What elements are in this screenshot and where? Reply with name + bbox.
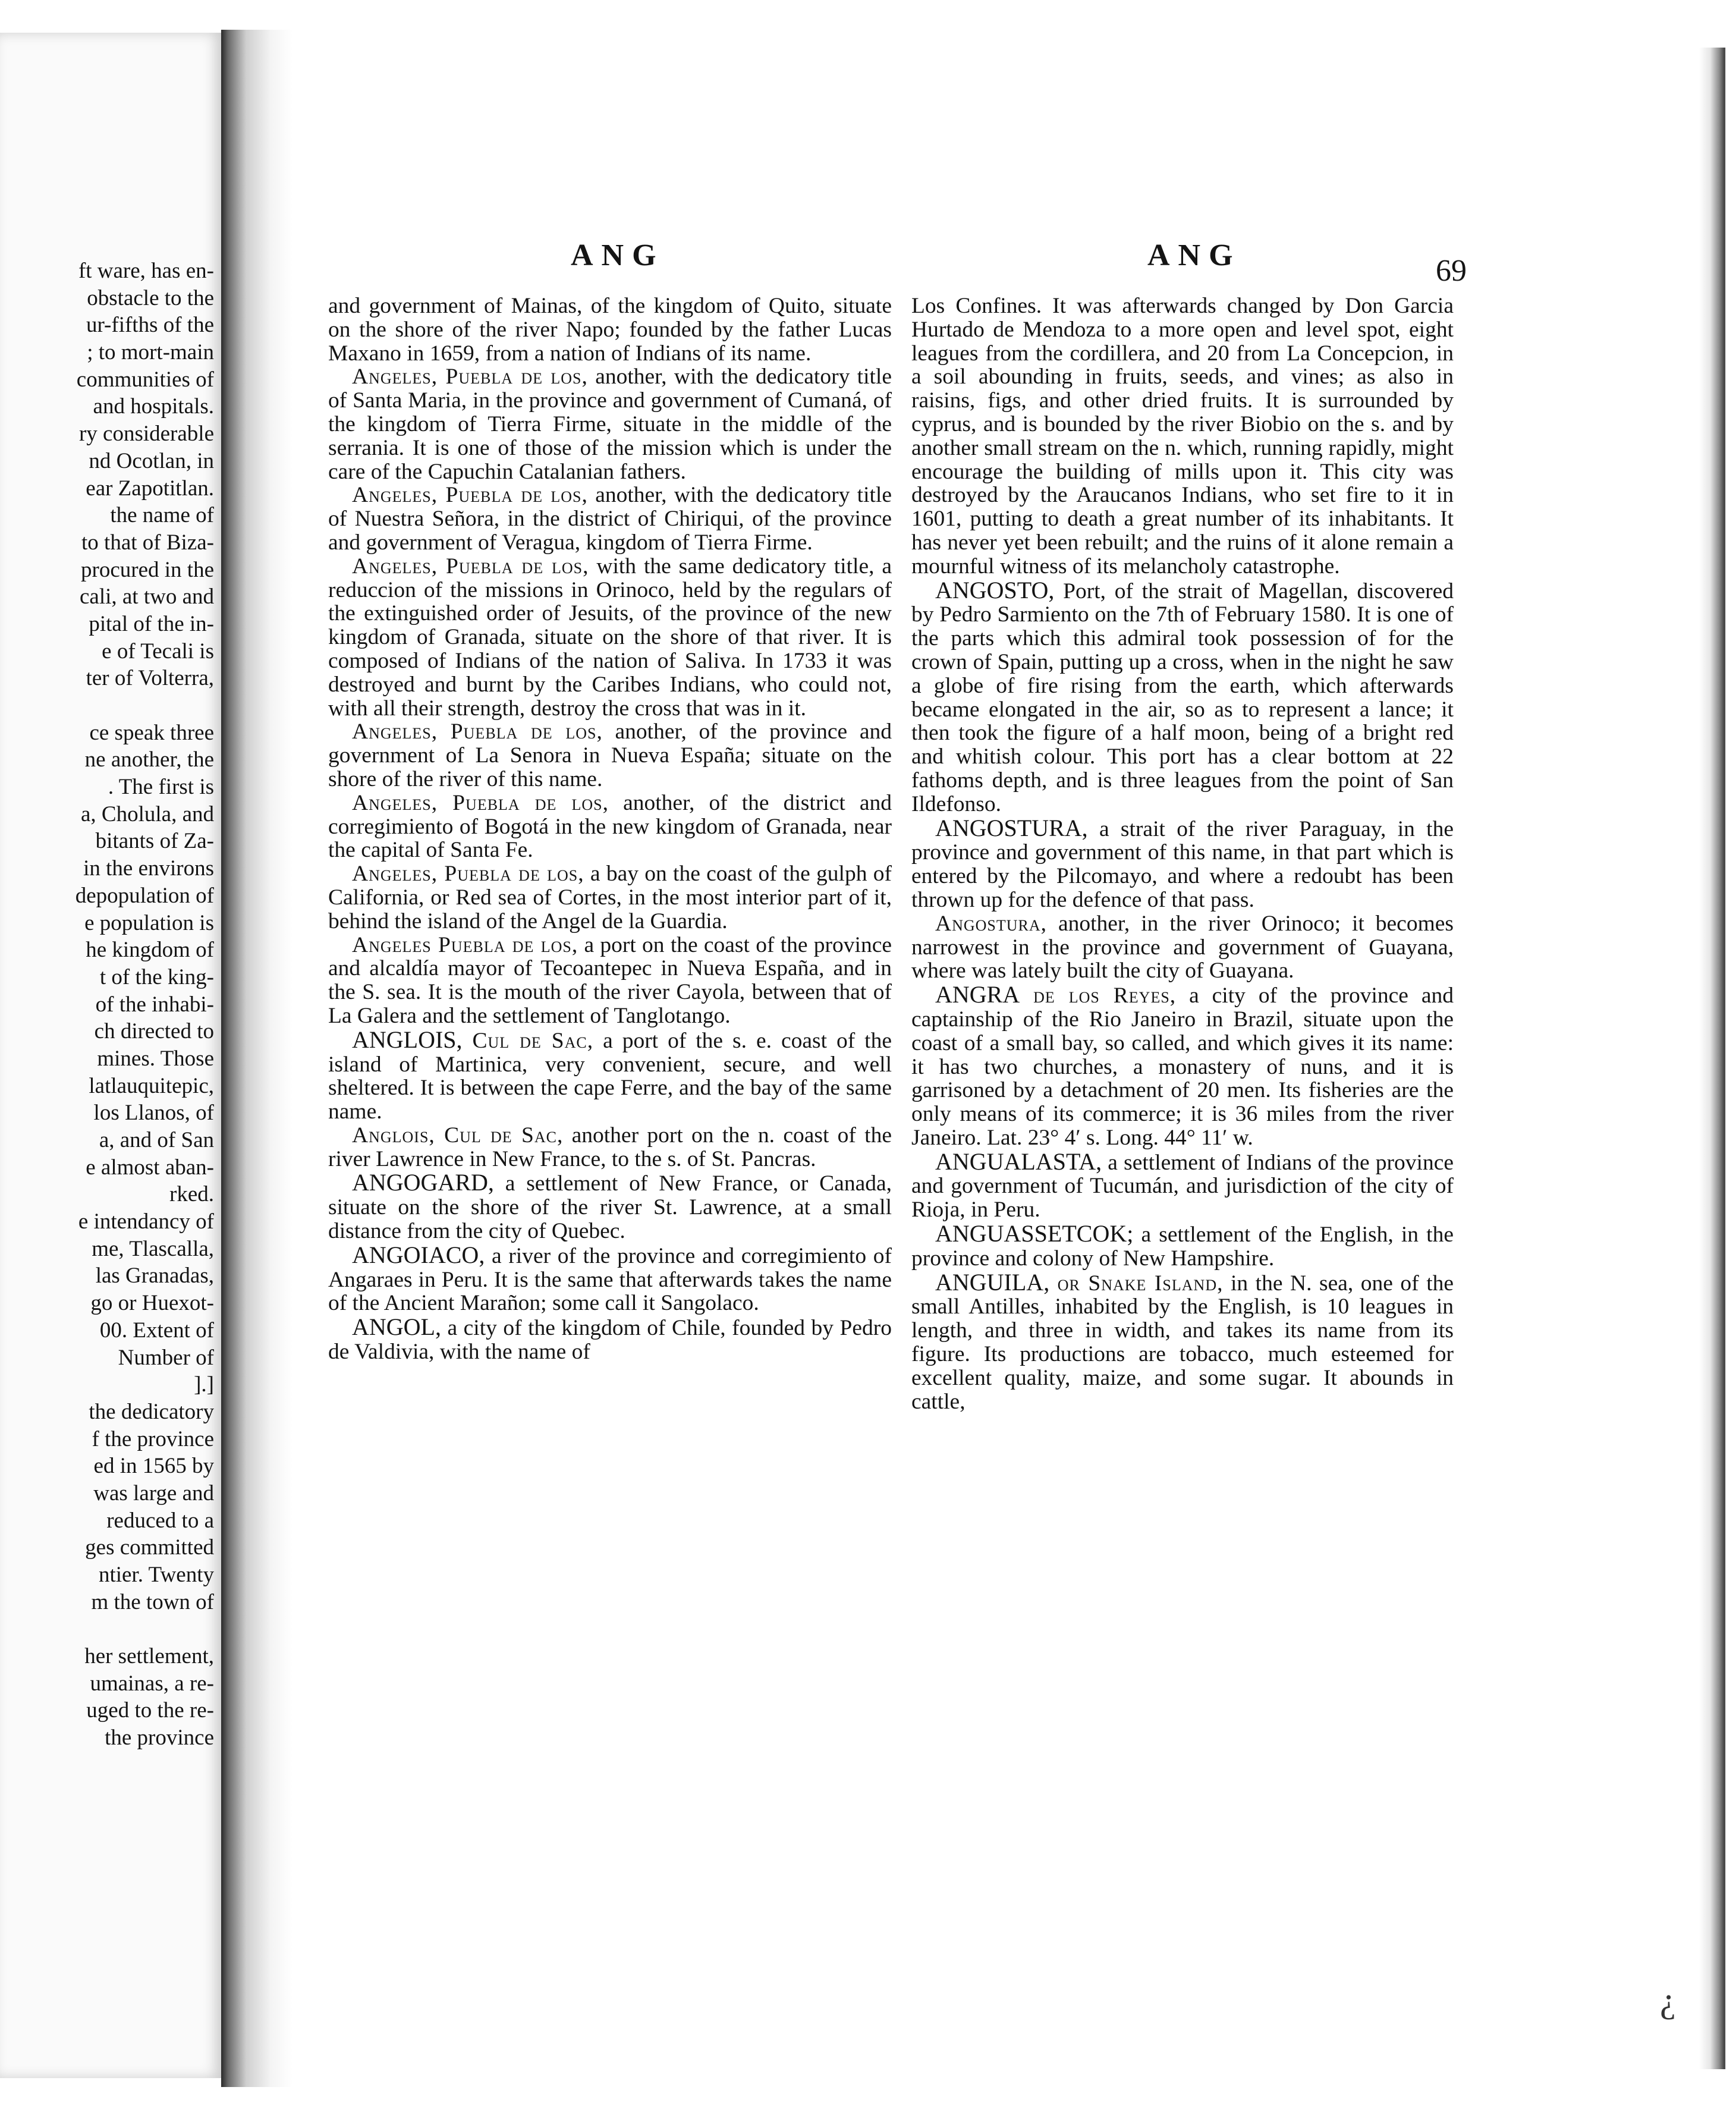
- entry-text: a city of the province and captainship of the Rio Janeiro in Brazil, situate upon the coast of a small bay, so called, and which gives it its name: it has two churches, a monastery of nuns, and it is garrisoned by a detachment of 20 men. Its fisheries are the only means of its commerce; it is 36 miles from the river Janeiro. Lat. 23° 4′ s. Long. 44° 11′ w.: [911, 983, 1454, 1150]
- entry-text: with the same dedicatory title, a reduccion of the missions in Orinoco, held by the regulars of the extinguished order of Jesuits, of the province of the new kingdom of Granada, situate on the shore of that river. It is composed of Indians of the nation of Saliva. In 1733 it was destroyed and burnt by the Caribes Indians, who could not, with all their strength, destroy the cross that was in it.: [328, 554, 892, 721]
- left-page-line: communities of: [76, 367, 214, 392]
- entry-heading: Angeles, Puebla de los,: [352, 483, 588, 508]
- right-page-edge: [1699, 48, 1736, 2069]
- left-page-line: ry considerable: [78, 422, 214, 447]
- dictionary-entry: [911, 294, 1454, 579]
- entry-heading: or Snake Island,: [1049, 1271, 1224, 1296]
- entry-heading: Angeles Puebla de los,: [352, 932, 578, 957]
- left-page-line: m the town of: [91, 1589, 214, 1614]
- left-page-line: her settlement,: [84, 1644, 214, 1669]
- dictionary-entry: [911, 576, 1454, 816]
- dictionary-entry: [911, 912, 1454, 983]
- left-page-line: ed in 1565 by: [93, 1454, 214, 1479]
- entry-text: Los Confines. It was afterwards changed by Don Garcia Hurtado de Mendoza to a more open and level spot, eight leagues from the cordillera, and 20 from La Concepcion, in a soil abounding in fruits, seeds, and vines; as also in raisins, figs, and other dried fruits. It is surrounded by cyprus, and is bounded by the river Biobio on the s. and by another small stream on the n. which, running rapidly, might encourage the building of mills upon it. This city was destroyed by the Araucanos Indians, who set fire to it in 1601, putting to death a great number of its inhabitants. It has never yet been rebuilt; and the ruins of it alone remain a mournful witness of its melancholy catastrophe.: [911, 294, 1454, 579]
- left-page-line: e population is: [84, 910, 214, 935]
- left-page-line: nd Ocotlan, in: [89, 448, 214, 473]
- entry-headword: ANGRA: [935, 981, 1020, 1008]
- entry-heading: Angeles, Puebla de los,: [352, 554, 589, 579]
- left-page-line: . The first is: [108, 775, 214, 800]
- entry-text: another, with the dedicatory title of Santa Maria, in the province and government of Cumaná, of the kingdom of Tierra Firme, situate in the middle of the serrania. It is one of those of the mission which is under the care of the Capuchin Catalanian fathers.: [328, 364, 892, 484]
- dictionary-entry: [328, 483, 892, 554]
- entry-text: and government of Mainas, of the kingdom of Quito, situate on the shore of the river Napo; founded by the father Lucas Maxano in 1659, from a nation of Indians of its name.: [328, 294, 892, 366]
- left-page-line: rked.: [169, 1182, 214, 1207]
- left-page-line: pital of the in-: [89, 611, 214, 636]
- left-page-line: ft ware, has en-: [78, 259, 214, 283]
- left-page-line: reduced to a: [106, 1508, 214, 1533]
- entry-heading: Angeles, Puebla de los,: [352, 790, 609, 815]
- entry-text: a settlement of the English, in the province and colony of New Hampshire.: [911, 1222, 1454, 1271]
- entry-text: a city of the kingdom of Chile, founded by Pedro de Valdivia, with the name of: [328, 1316, 892, 1365]
- left-page-line: ce speak three: [89, 720, 214, 745]
- left-page-line: ch directed to: [94, 1019, 214, 1044]
- left-page-line: e almost aban-: [86, 1155, 214, 1180]
- entry-heading: Angeles, Puebla de los,: [352, 364, 588, 389]
- entry-text: a river of the province and corregimiento of Angaraes in Peru. It is the same that afterwards takes the name of the Ancient Marañon; some call it Sangolaco.: [328, 1243, 892, 1316]
- entry-headword: ANGOL,: [352, 1313, 441, 1341]
- entry-text: a settlement of New France, or Canada, situate on the shore of the river St. Lawrence, at a small distance from the city of Quebec.: [328, 1171, 892, 1244]
- left-page-line: f the province: [92, 1426, 214, 1451]
- left-page-line: ear Zapotitlan.: [86, 476, 214, 501]
- dictionary-entry: [911, 1268, 1454, 1414]
- dictionary-entry: [328, 1171, 892, 1243]
- left-page-line: of the inhabi-: [95, 992, 214, 1017]
- left-page-line: he kingdom of: [86, 938, 214, 963]
- entry-headword: ANGUILA,: [935, 1268, 1050, 1296]
- left-page-text: [0, 257, 214, 1752]
- running-head-left: ANG: [571, 238, 665, 272]
- left-page-line: los Llanos, of: [93, 1101, 214, 1126]
- left-page-line: e of Tecali is: [102, 639, 214, 664]
- page-number: 69: [1436, 254, 1467, 288]
- left-page-line: mines. Those: [97, 1046, 214, 1071]
- dictionary-entry: [328, 365, 892, 483]
- entry-text: another, in the river Orinoco; it becomes narrowest in the province and government of Guayana, where was lately built the city of Guayana.: [911, 911, 1454, 983]
- left-page-line: ntier. Twenty: [98, 1563, 214, 1587]
- entry-heading: de los Reyes,: [1020, 983, 1177, 1008]
- left-page-line: e intendancy of: [78, 1209, 214, 1234]
- left-page-line: a, Cholula, and: [80, 802, 214, 826]
- entry-text: another, of the district and corregimiento of Bogotá in the new kingdom of Granada, near the capital of Santa Fe.: [328, 790, 892, 863]
- left-page-line: to that of Biza-: [81, 530, 214, 555]
- left-page-line: the province: [105, 1726, 214, 1750]
- dictionary-entry: [328, 862, 892, 933]
- left-page-line: obstacle to the: [87, 285, 214, 310]
- left-page-fragment: [0, 33, 221, 2078]
- dictionary-entry: [328, 720, 892, 791]
- text-column-2: [911, 294, 1454, 1413]
- entry-headword: ANGOSTURA,: [935, 814, 1088, 841]
- dictionary-entry: [911, 816, 1454, 912]
- left-page-line: depopulation of: [75, 883, 214, 908]
- dictionary-entry: [911, 1150, 1454, 1222]
- entry-text: another, with the dedicatory title of Nuestra Señora, in the district of Chiriqui, of the province and government of Veragua, kingdom of Tierra Firme.: [328, 483, 892, 555]
- entry-headword: ANGOIACO,: [352, 1241, 485, 1268]
- left-page-line: t of the king-: [99, 964, 214, 989]
- left-page-line: bitants of Za-: [95, 829, 214, 854]
- edge-mark: ¿: [1660, 1981, 1676, 2020]
- left-page-line: the name of: [110, 503, 214, 528]
- dictionary-entry: [328, 294, 892, 365]
- entry-text: another port on the n. coast of the river Lawrence in New France, to the s. of St. Pancras.: [328, 1123, 892, 1171]
- entry-text: another, of the province and government of La Senora in Nueva España; situate on the shore of the river of this name.: [328, 719, 892, 791]
- running-head-right: ANG: [1147, 238, 1241, 272]
- entry-text: Port, of the strait of Magellan, discovered by Pedro Sarmiento on the 7th of February 1580. It is one of the parts which this admiral took possession of for the crown of Spain, putting up a cross, when in the night he saw a globe of fire rising from the earth, which afterwards became elongated in the air, so as to represent a lance; it then took the figure of a half moon, being of a bright red and whitish colour. This port has a clear bottom at 22 fathoms depth, and is three leagues from the point of San Ildefonso.: [911, 579, 1454, 816]
- dictionary-entry: [911, 983, 1454, 1150]
- dictionary-entry: [911, 1222, 1454, 1271]
- entry-text: a port of the s. e. coast of the island of Martinica, very convenient, secure, and well sheltered. It is between the cape Ferre, and the bay of the same name.: [328, 1028, 892, 1124]
- left-page-line: las Granadas,: [95, 1264, 214, 1288]
- left-page-line: and hospitals.: [93, 394, 214, 419]
- entry-text: a bay on the coast of the gulph of California, or Red sea of Cortes, in the most interior part of it, behind the island of the Angel de la Guardia.: [328, 862, 892, 934]
- entry-text: in the N. sea, one of the small Antilles, inhabited by the English, is 10 leagues in length, and three in width, and takes its name from its figure. Its productions are tobacco, much esteemed for excellent quality, maize, and some sugar. It abounds in cattle,: [911, 1271, 1454, 1414]
- dictionary-entry: [328, 1315, 892, 1364]
- dictionary-entry: [328, 1124, 892, 1171]
- left-page-line: me, Tlascalla,: [92, 1236, 214, 1261]
- entry-headword: ANGUASSETCOK;: [935, 1220, 1134, 1247]
- entry-headword: ANGUALASTA,: [935, 1148, 1102, 1175]
- left-page-line: [0, 692, 214, 719]
- dictionary-entry: [328, 1028, 892, 1124]
- dictionary-entry: [328, 555, 892, 721]
- book-gutter-shadow: [221, 30, 293, 2087]
- entry-heading: Anglois, Cul de Sac,: [352, 1123, 564, 1148]
- entry-headword: ANGLOIS,: [352, 1026, 463, 1053]
- left-page-line: Number of: [118, 1345, 214, 1370]
- entry-headword: ANGOGARD,: [352, 1169, 494, 1196]
- entry-heading: Angeles, Puebla de los,: [352, 719, 603, 744]
- left-page-line: ges committed: [85, 1535, 214, 1560]
- left-page-line: was large and: [93, 1481, 214, 1506]
- left-page-line: ur-fifths of the: [86, 313, 214, 338]
- left-page-line: ne another, the: [84, 747, 214, 772]
- left-page-line: a, and of San: [99, 1128, 214, 1152]
- left-page-line: umainas, a re-: [90, 1671, 214, 1696]
- entry-heading: Angostura,: [935, 911, 1048, 936]
- entry-text: a strait of the river Paraguay, in the province and government of this name, in that part which is entered by the Pilcomayo, and where a redoubt has been thrown up for the defence of that pass.: [911, 816, 1454, 912]
- entry-text: a settlement of Indians of the province and government of Tucumán, and jurisdiction of the city of Rioja, in Peru.: [911, 1150, 1454, 1222]
- left-page-line: uged to the re-: [86, 1698, 214, 1723]
- entry-text: a port on the coast of the province and alcaldía mayor of Tecoantepec in Nueva España, and in the S. sea. It is the mouth of the river Cayola, between that of La Galera and the settlement of Tanglotango.: [328, 932, 892, 1028]
- dictionary-entry: [328, 934, 892, 1028]
- left-page-line: latlauquitepic,: [89, 1073, 214, 1098]
- entry-heading: Cul de Sac,: [462, 1028, 594, 1053]
- dictionary-entry: [328, 791, 892, 862]
- left-page-line: ; to mort-main: [87, 340, 214, 365]
- left-page-line: cali, at two and: [79, 584, 214, 609]
- entry-headword: ANGOSTO,: [935, 576, 1055, 604]
- left-page-line: in the environs: [83, 856, 214, 881]
- left-page-line: the dedicatory: [89, 1399, 214, 1424]
- dictionary-entry: [328, 1243, 892, 1315]
- left-page-line: [0, 1616, 214, 1643]
- left-page-line: go or Huexot-: [90, 1291, 214, 1316]
- left-page-line: 00. Extent of: [99, 1318, 214, 1343]
- left-page-line: ter of Volterra,: [86, 666, 214, 691]
- left-page-line: ].]: [194, 1372, 214, 1397]
- text-column-1: [328, 294, 892, 1364]
- entry-heading: Angeles, Puebla de los,: [352, 862, 584, 887]
- left-page-line: procured in the: [81, 557, 214, 582]
